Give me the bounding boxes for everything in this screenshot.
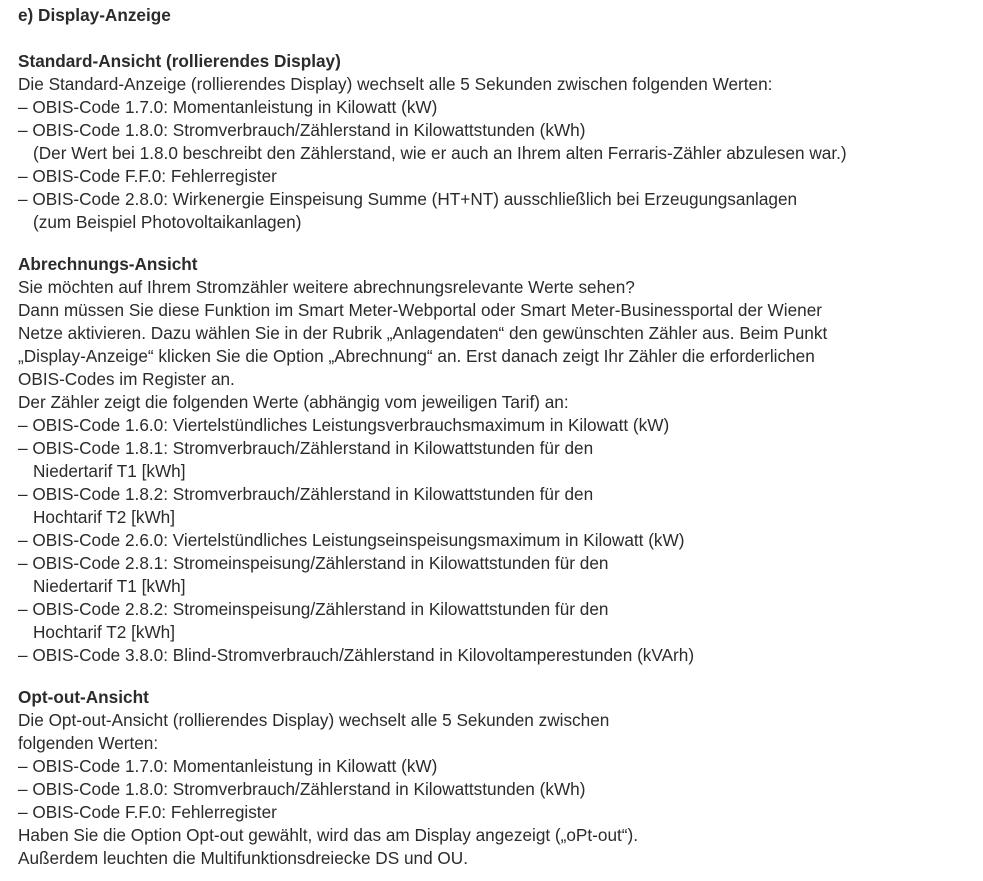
paragraph-line: Haben Sie die Option Opt-out gewählt, wird das am Display angezeigt („oPt-out“). <box>18 825 639 845</box>
list-item: – OBIS-Code 1.7.0: Momentanleistung in Kilowatt (kW) <box>18 756 438 776</box>
list-item-continuation: Hochtarif T2 [kWh] <box>33 507 175 527</box>
abrechnung-section <box>18 253 983 667</box>
optout-heading: Opt-out-Ansicht <box>18 687 149 707</box>
abrechnung-heading: Abrechnungs-Ansicht <box>18 254 198 274</box>
list-item: – OBIS-Code 2.6.0: Viertelstündliches Leistungseinspeisungsmaximum in Kilowatt (kW) <box>18 530 685 550</box>
paragraph-line: OBIS-Codes im Register an. <box>18 369 235 389</box>
list-item: – OBIS-Code F.F.0: Fehlerregister <box>18 166 277 186</box>
list-item: – OBIS-Code 1.7.0: Momentanleistung in Kilowatt (kW) <box>18 97 438 117</box>
list-item-continuation: Niedertarif T1 [kWh] <box>33 576 186 596</box>
standard-heading: Standard-Ansicht (rollierendes Display) <box>18 51 341 71</box>
list-item: – OBIS-Code 1.6.0: Viertelstündliches Leistungsverbrauchsmaximum in Kilowatt (kW) <box>18 415 670 435</box>
standard-intro: Die Standard-Anzeige (rollierendes Display) wechselt alle 5 Sekunden zwischen folgenden Werten: <box>18 74 773 94</box>
list-item: – OBIS-Code 2.8.1: Stromeinspeisung/Zählerstand in Kilowattstunden für den <box>18 553 609 573</box>
optout-section <box>18 686 983 870</box>
list-item-continuation: Niedertarif T1 [kWh] <box>33 461 186 481</box>
paragraph-line: folgenden Werten: <box>18 733 159 753</box>
list-item: – OBIS-Code 2.8.2: Stromeinspeisung/Zählerstand in Kilowattstunden für den <box>18 599 609 619</box>
paragraph-line: Dann müssen Sie diese Funktion im Smart Meter-Webportal oder Smart Meter-Businessportal der Wiener <box>18 300 822 320</box>
spacer <box>18 27 983 50</box>
paragraph-line: Sie möchten auf Ihrem Stromzähler weitere abrechnungsrelevante Werte sehen? <box>18 277 635 297</box>
paragraph-line: Die Opt-out-Ansicht (rollierendes Display) wechselt alle 5 Sekunden zwischen <box>18 710 610 730</box>
spacer <box>18 234 983 253</box>
list-item-note: (Der Wert bei 1.8.0 beschreibt den Zählerstand, wie er auch an Ihrem alten Ferraris-Zähler abzulesen war.) <box>33 143 847 163</box>
list-item: – OBIS-Code 2.8.0: Wirkenergie Einspeisung Summe (HT+NT) ausschließlich bei Erzeugungsanlagen <box>18 189 798 209</box>
paragraph-line: Außerdem leuchten die Multifunktionsdreiecke DS und OU. <box>18 848 468 868</box>
list-item: – OBIS-Code 1.8.2: Stromverbrauch/Zählerstand in Kilowattstunden für den <box>18 484 594 504</box>
paragraph-line: Netze aktivieren. Dazu wählen Sie in der Rubrik „Anlagendaten“ den gewünschten Zähler aus. Beim Punkt <box>18 323 828 343</box>
spacer <box>18 667 983 686</box>
list-item: – OBIS-Code F.F.0: Fehlerregister <box>18 802 277 822</box>
standard-section <box>18 50 983 234</box>
paragraph-line: Der Zähler zeigt die folgenden Werte (abhängig vom jeweiligen Tarif) an: <box>18 392 569 412</box>
list-item: – OBIS-Code 1.8.0: Stromverbrauch/Zählerstand in Kilowattstunden (kWh) <box>18 779 586 799</box>
list-item-continuation: (zum Beispiel Photovoltaikanlagen) <box>33 212 302 232</box>
section-title: e) Display-Anzeige <box>18 5 171 25</box>
list-item-continuation: Hochtarif T2 [kWh] <box>33 622 175 642</box>
list-item: – OBIS-Code 1.8.1: Stromverbrauch/Zählerstand in Kilowattstunden für den <box>18 438 594 458</box>
paragraph-line: „Display-Anzeige“ klicken Sie die Option „Abrechnung“ an. Erst danach zeigt Ihr Zähler die erforderlichen <box>18 346 815 366</box>
list-item: – OBIS-Code 3.8.0: Blind-Stromverbrauch/Zählerstand in Kilovoltamperestunden (kVArh) <box>18 645 695 665</box>
list-item: – OBIS-Code 1.8.0: Stromverbrauch/Zählerstand in Kilowattstunden (kWh) <box>18 120 586 140</box>
